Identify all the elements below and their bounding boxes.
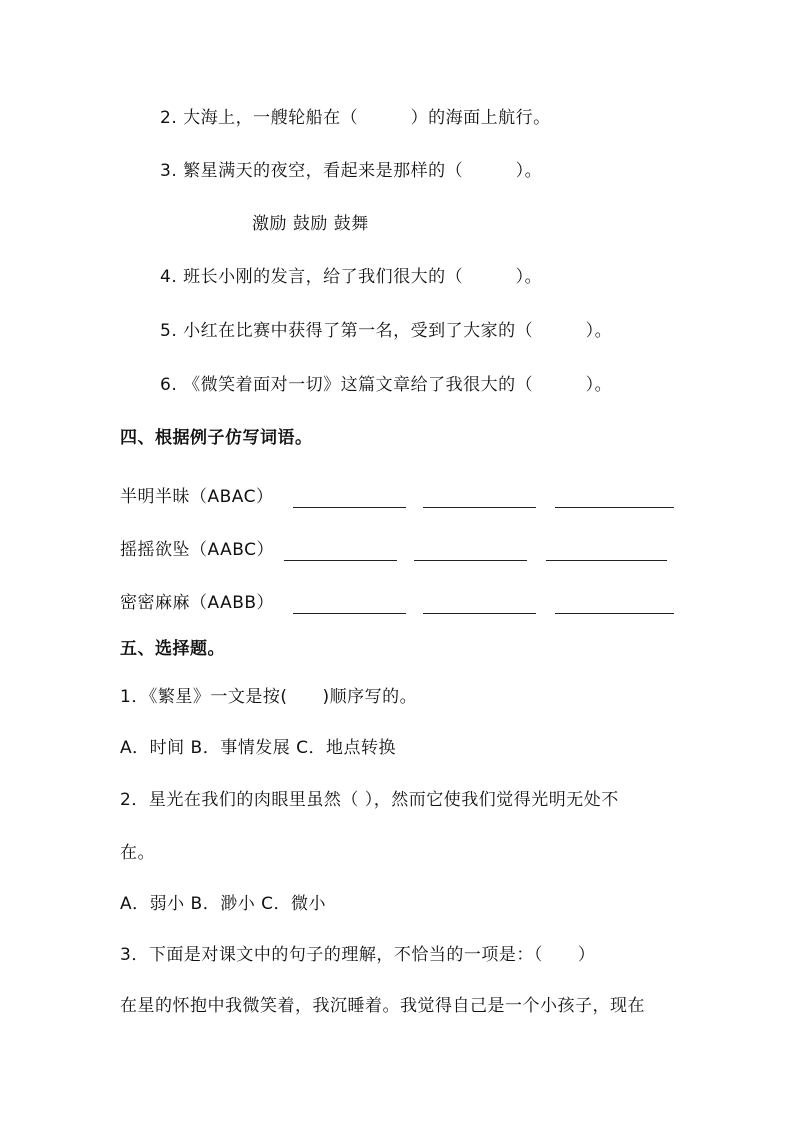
imitation-row-blanks [0, 539, 794, 561]
answer-blank[interactable] [423, 491, 536, 508]
question-5-1-options: A．时间 B．事情发展 C．地点转换 [120, 738, 396, 758]
question-5-2: 2．星光在我们的肉眼里虽然（ ），然而它使我们觉得光明无处不 [120, 790, 619, 810]
answer-blank[interactable] [546, 544, 667, 561]
answer-blank[interactable] [284, 544, 397, 561]
answer-blank[interactable] [555, 597, 674, 614]
answer-blank[interactable] [555, 491, 674, 508]
question-3-5: 5. 小红在比赛中获得了第一名，受到了大家的（ ）。 [160, 321, 613, 341]
answer-blank[interactable] [293, 597, 406, 614]
question-3-2: 2. 大海上，一艘轮船在（ ）的海面上航行。 [160, 108, 551, 128]
answer-blank[interactable] [423, 597, 536, 614]
question-5-3-passage: 在星的怀抱中我微笑着，我沉睡着。我觉得自己是一个小孩子，现在 [120, 996, 645, 1016]
question-5-3: 3．下面是对课文中的句子的理解，不恰当的一项是：（ ） [120, 945, 596, 965]
question-5-1: 1．《繁星》一文是按( )顺序写的。 [120, 687, 418, 707]
answer-blank[interactable] [293, 491, 406, 508]
question-3-3: 3. 繁星满天的夜空，看起来是那样的（ ）。 [160, 161, 543, 181]
section-5-heading: 五、选择题。 [120, 639, 225, 659]
answer-blank[interactable] [414, 544, 527, 561]
word-options: 激励 鼓励 鼓舞 [252, 214, 369, 234]
imitation-row-label: 半明半昧（ABAC） [120, 487, 274, 507]
question-3-6: 6. 《微笑着面对一切》这篇文章给了我很大的（ ）。 [160, 375, 613, 395]
imitation-row-blanks [0, 486, 794, 508]
imitation-row-blanks [0, 592, 794, 614]
imitation-row-label: 摇摇欲坠（AABC） [120, 540, 274, 560]
section-4-heading: 四、根据例子仿写词语。 [120, 428, 313, 448]
question-5-2-continued: 在。 [120, 843, 155, 863]
question-3-4: 4. 班长小刚的发言，给了我们很大的（ ）。 [160, 267, 543, 287]
question-5-2-options: A．弱小 B．渺小 C．微小 [120, 894, 326, 914]
imitation-row-label: 密密麻麻（AABB） [120, 593, 275, 613]
